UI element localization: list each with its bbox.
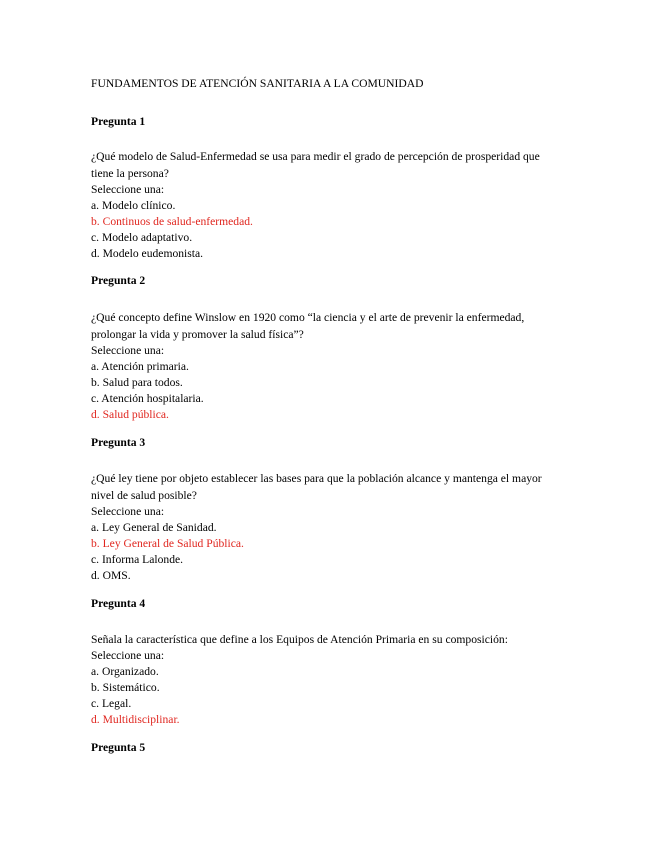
question-3-option-b: b. Ley General de Salud Pública. bbox=[91, 537, 244, 550]
question-2-heading: Pregunta 2 bbox=[91, 274, 146, 287]
question-2-option-c: c. Atención hospitalaria. bbox=[91, 392, 204, 405]
question-1-option-a: a. Modelo clínico. bbox=[91, 199, 176, 212]
question-2-text: ¿Qué concepto define Winslow en 1920 como “la ciencia y el arte de prevenir la enfermedad, prolongar la vida y promover la salud física”? bbox=[91, 311, 525, 341]
question-4-option-b: b. Sistemático. bbox=[91, 681, 160, 694]
question-5-heading: Pregunta 5 bbox=[91, 741, 146, 754]
question-4-option-c: c. Legal. bbox=[91, 697, 132, 710]
question-1-text: ¿Qué modelo de Salud-Enfermedad se usa para medir el grado de percepción de prosperidad que tiene la persona? bbox=[91, 150, 540, 180]
question-4-text: Señala la característica que define a los Equipos de Atención Primaria en su composición: bbox=[91, 633, 508, 646]
question-1-prompt: Seleccione una: bbox=[91, 183, 165, 196]
question-1-option-c: c. Modelo adaptativo. bbox=[91, 231, 193, 244]
question-4-option-a: a. Organizado. bbox=[91, 665, 159, 678]
question-1-option-d: d. Modelo eudemonista. bbox=[91, 247, 204, 260]
question-2-prompt: Seleccione una: bbox=[91, 344, 165, 357]
question-3-option-d: d. OMS. bbox=[91, 569, 131, 582]
question-2-option-a: a. Atención primaria. bbox=[91, 360, 189, 373]
question-3-prompt: Seleccione una: bbox=[91, 505, 165, 518]
question-4-heading: Pregunta 4 bbox=[91, 597, 146, 610]
question-4-prompt: Seleccione una: bbox=[91, 649, 165, 662]
question-3-heading: Pregunta 3 bbox=[91, 436, 146, 449]
question-3-option-a: a. Ley General de Sanidad. bbox=[91, 521, 217, 534]
question-3-option-c: c. Informa Lalonde. bbox=[91, 553, 184, 566]
question-1-heading: Pregunta 1 bbox=[91, 115, 146, 128]
question-4-option-d: d. Multidisciplinar. bbox=[91, 713, 180, 726]
question-3-text: ¿Qué ley tiene por objeto establecer las bases para que la población alcance y mantenga el mayor nivel de salud posible? bbox=[91, 472, 542, 502]
document-title: FUNDAMENTOS DE ATENCIÓN SANITARIA A LA COMUNIDAD bbox=[91, 77, 424, 90]
question-2-option-b: b. Salud para todos. bbox=[91, 376, 183, 389]
question-1-option-b: b. Continuos de salud-enfermedad. bbox=[91, 215, 253, 228]
question-2-option-d: d. Salud pública. bbox=[91, 408, 169, 421]
